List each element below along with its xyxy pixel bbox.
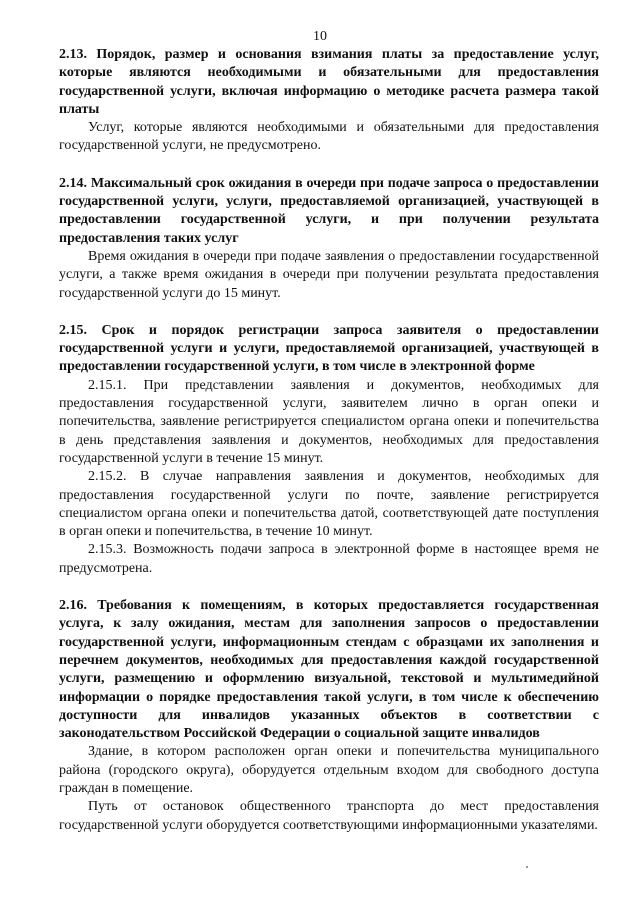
paragraph: Услуг, которые являются необходимыми и обязательными для предоставления государственной услуги, не предусмотрено. <box>59 120 599 154</box>
section-2-15 <box>59 322 599 578</box>
section-2-13 <box>59 46 599 156</box>
scan-artifact <box>526 866 528 868</box>
paragraph: Время ожидания в очереди при подаче заявления о предоставлении государственной услуги, а также время ожидания в очереди при получении результата предоставления государственной услуги до 15 минут. <box>59 248 599 301</box>
section-spacer <box>59 303 599 322</box>
section-heading: 2.14. Максимальный срок ожидания в очереди при подаче запроса о предоставлении государственной услуги, услуги, предоставляемой организацией, участвующей в предоставлении государственной услуги, и при получении результата предоставления таких услуг <box>59 175 599 246</box>
paragraph: 2.15.1. При представлении заявления и документов, необходимых для предоставления государственной услуги, заявителем лично в орган опеки и попечительства, заявление регистрируется специалистом органа опеки и попечительства в день представления заявления и документов, необходимых для предоставления государственной услуги в течение 15 минут. <box>59 377 599 466</box>
section-2-14 <box>59 175 599 303</box>
section-spacer <box>59 156 599 175</box>
section-2-16 <box>59 597 599 835</box>
section-heading: 2.16. Требования к помещениям, в которых предоставляется государственная услуга, к залу ожидания, местам для заполнения запросов о предоставлении государственной услуги, информационным стендам с образцами их заполнения и перечнем документов, необходимых для предоставления каждой государственной услуги, размещению и оформлению визуальной, текстовой и мультимедийной информации о порядке предоставления такой услуги, в том числе к обеспечению доступности для инвалидов указанных объектов в соответствии с законодательством Российской Федерации о социальной защите инвалидов <box>59 598 599 742</box>
section-spacer <box>59 578 599 597</box>
paragraph: Здание, в котором расположен орган опеки и попечительства муниципального района (городского округа), оборудуется отдельным входом для свободного доступа граждан в помещение. <box>59 744 599 796</box>
page-number: 10 <box>313 29 327 44</box>
paragraph: Путь от остановок общественного транспорта до мест предоставления государственной услуги оборудуется соответствующими информационными указателями. <box>59 799 599 833</box>
section-heading: 2.13. Порядок, размер и основания взимания платы за предоставление услуг, которые являются необходимыми и обязательными для предоставления государственной услуги, включая информацию о методике расчета размера такой платы <box>59 47 599 117</box>
document-body <box>59 46 599 835</box>
paragraph: 2.15.2. В случае направления заявления и документов, необходимых для предоставления государственной услуги по почте, заявление регистрируется специалистом органа опеки и попечительства датой, соответствующей дате поступления в орган опеки и попечительства, в течение 10 минут. <box>59 469 599 540</box>
section-heading: 2.15. Срок и порядок регистрации запроса заявителя о предоставлении государственной услуги и услуги, предоставляемой организацией, участвующей в предоставлении государственной услуги, в том числе в электронной форме <box>59 322 599 375</box>
paragraph: 2.15.3. Возможность подачи запроса в электронной форме в настоящее время не предусмотрена. <box>59 542 599 576</box>
